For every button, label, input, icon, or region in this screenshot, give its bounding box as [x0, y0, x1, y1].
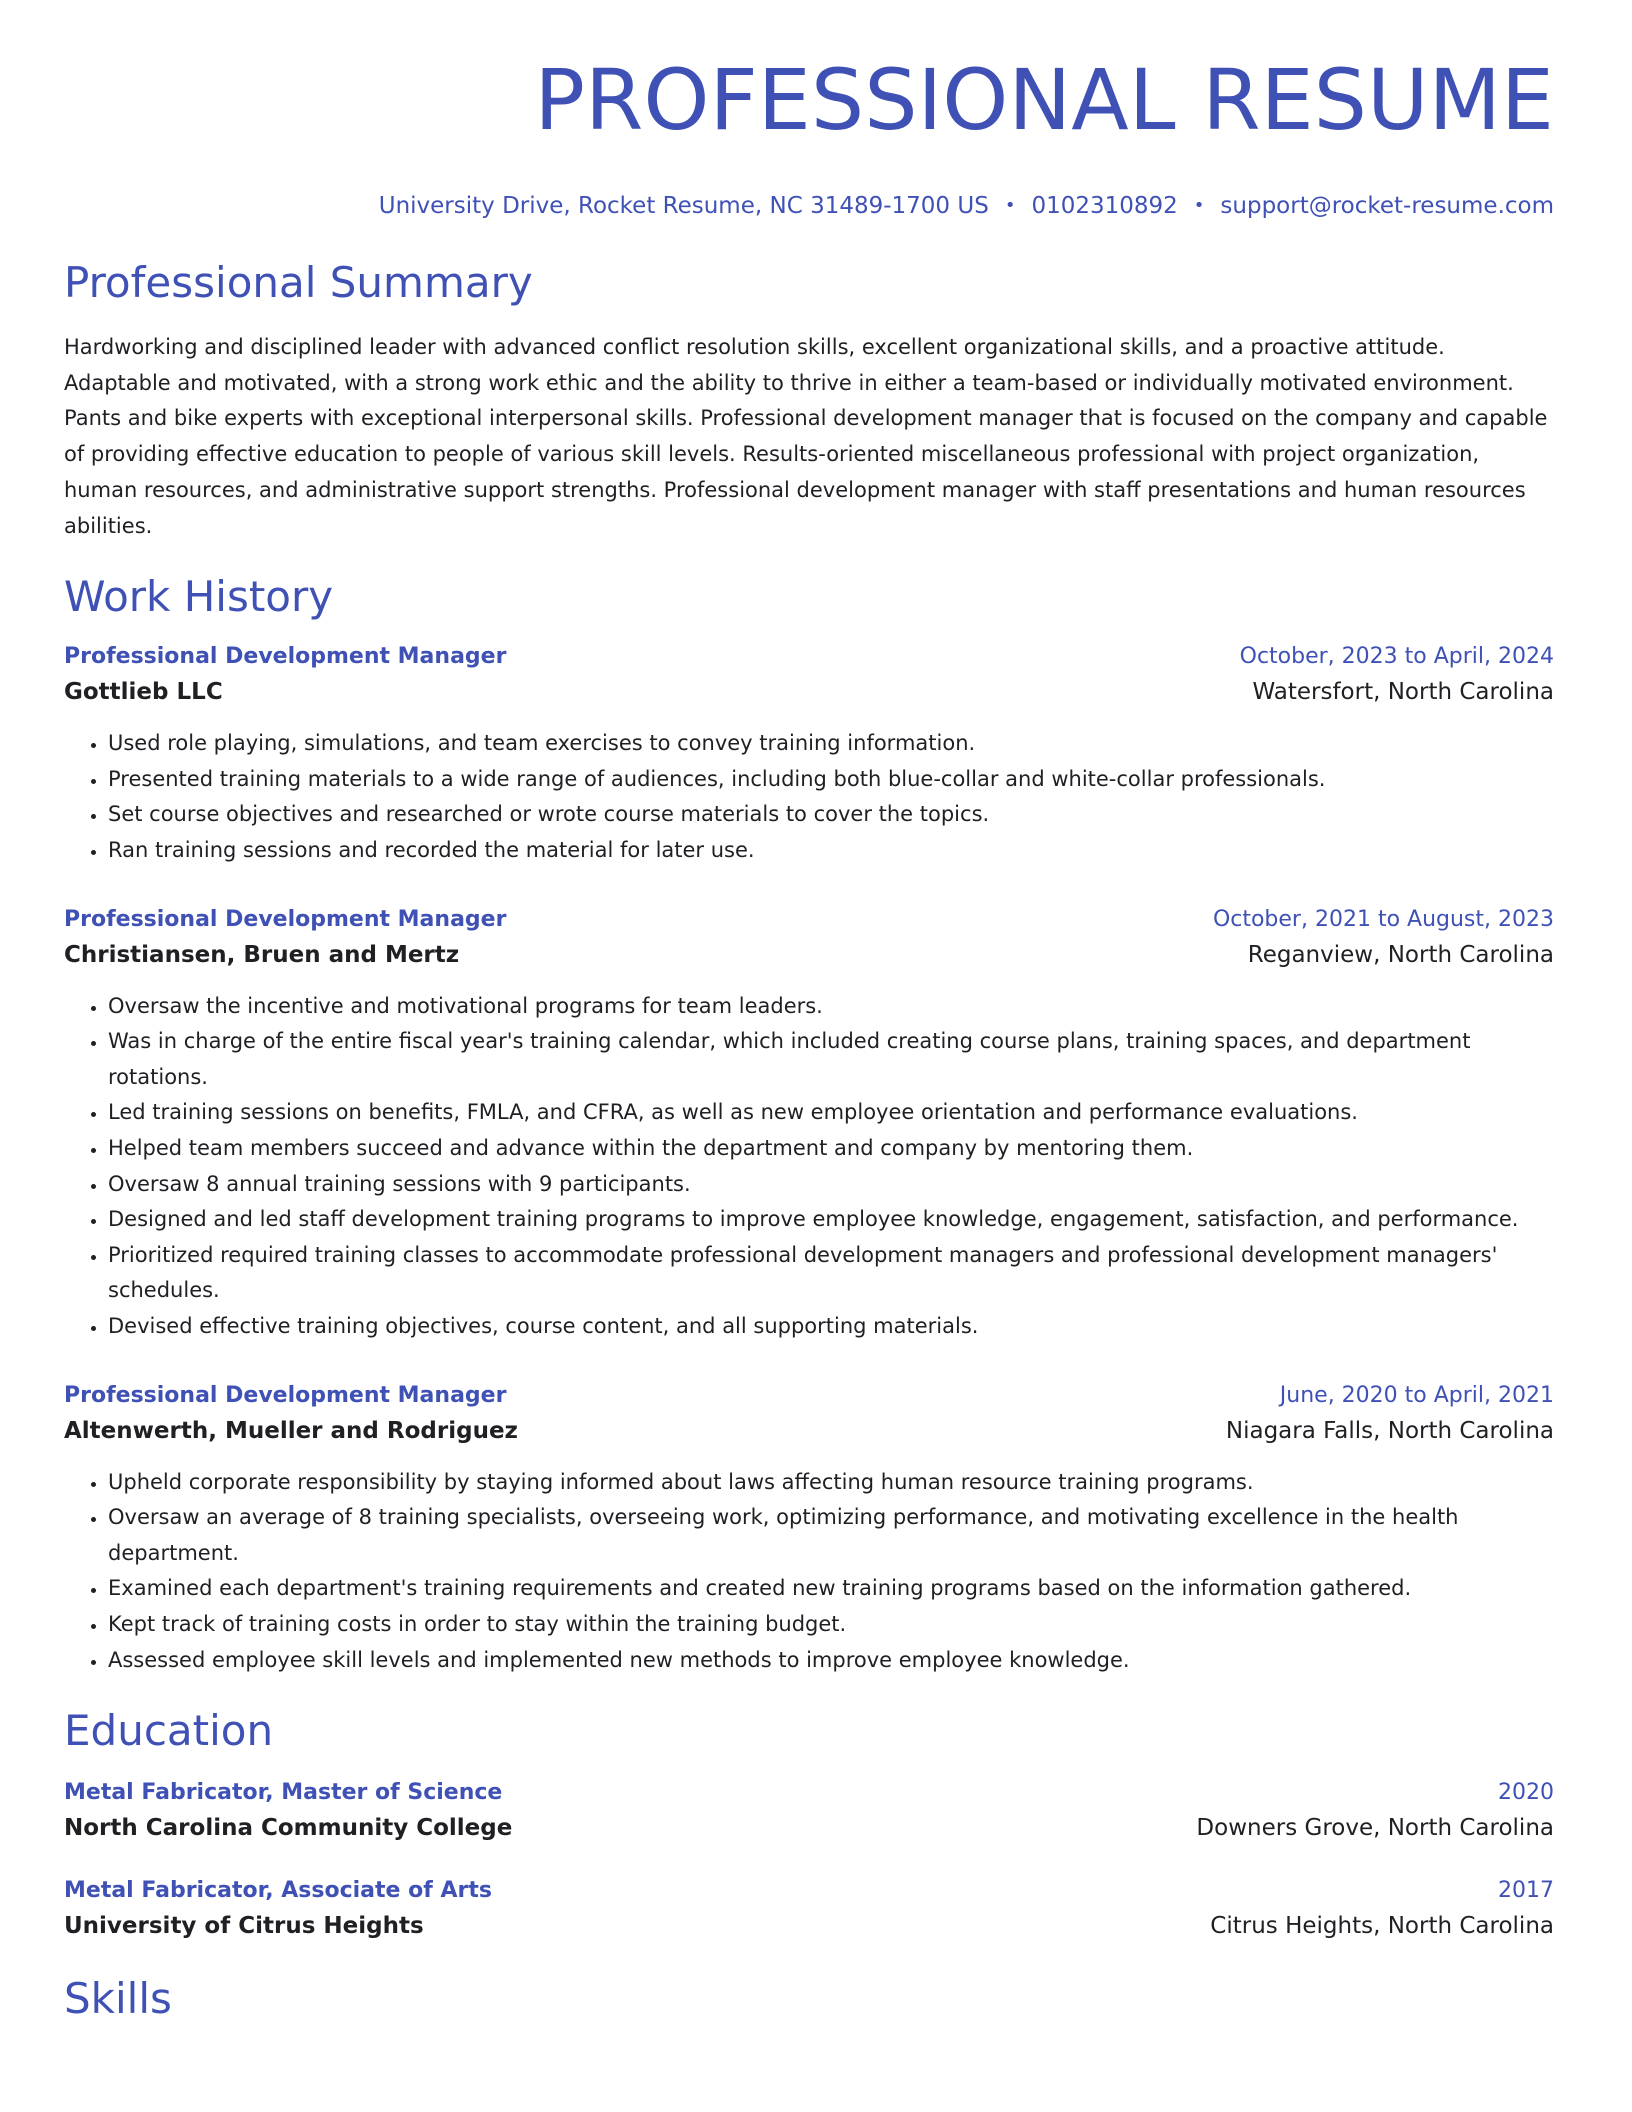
job-bullet: • Led training sessions on benefits, FMLA, and CFRA, as well as new employee orientation and performance evaluations.: [108, 1095, 1554, 1131]
summary-section: [64, 258, 1554, 544]
job-bullet: • Examined each department's training requirements and created new training programs based on the information gathered.: [108, 1571, 1554, 1607]
contact-email[interactable]: support@rocket-resume.com: [1220, 193, 1554, 219]
summary-heading: Professional Summary: [64, 258, 533, 307]
work-history-heading: Work History: [64, 572, 334, 622]
job-location: Watersfort, North Carolina: [1252, 679, 1554, 706]
resume-header: [64, 0, 1554, 220]
job-entry: [64, 642, 1554, 868]
contact-separator: •: [1004, 195, 1016, 216]
job-company-row: [64, 672, 1554, 710]
job-entry: [64, 1381, 1554, 1679]
job-company: Altenwerth, Mueller and Rodriguez: [64, 1417, 518, 1444]
resume-page: [64, 0, 1554, 2024]
job-bullet: • Presented training materials to a wide range of audiences, including both blue-collar and white-collar professionals.: [108, 762, 1554, 798]
job-bullet: • Used role playing, simulations, and team exercises to convey training information.: [108, 726, 1554, 762]
skills-section: [64, 1974, 1554, 2024]
job-bullet: • Kept track of training costs in order to stay within the training budget.: [108, 1607, 1554, 1643]
education-section: [64, 1706, 1554, 1944]
skills-heading: Skills: [64, 1974, 172, 2024]
education-school: University of Citrus Heights: [64, 1913, 424, 1940]
job-dates: June, 2020 to April, 2021: [1279, 1382, 1554, 1408]
job-entry: [64, 905, 1554, 1345]
job-bullet: • Helped team members succeed and advance within the department and company by mentoring them.: [108, 1131, 1554, 1167]
job-company-row: [64, 1411, 1554, 1449]
education-location: Citrus Heights, North Carolina: [1210, 1913, 1554, 1940]
job-bullet: • Set course objectives and researched or wrote course materials to cover the topics.: [108, 797, 1554, 833]
education-year: 2017: [1498, 1878, 1554, 1904]
contact-address: University Drive, Rocket Resume, NC 31489-1700 US: [378, 193, 989, 219]
job-bullet: • Devised effective training objectives, course content, and all supporting materials.: [108, 1309, 1554, 1345]
summary-text: Hardworking and disciplined leader with advanced conflict resolution skills, excellent organizational skills, and a proactive attitude. Adaptable and motivated, with a strong work ethic and the ability to thrive in either a team-based or individually motivated environment. Pants and bike experts with exceptional interpersonal skills. Professional development manager that is focused on the company and capable of providing effective education to people of various skill levels. Results-oriented miscellaneous professional with project organization, human resources, and administrative support strengths. Professional development manager with staff presentations and human resources abilities.: [64, 335, 1548, 538]
job-header-row: [64, 905, 1554, 935]
contact-line: [64, 192, 1554, 220]
job-bullets: [64, 1465, 1554, 1679]
education-year: 2020: [1498, 1780, 1554, 1806]
job-bullet: • Was in charge of the entire fiscal year's training calendar, which included creating course plans, training spaces, and department rotations.: [108, 1024, 1554, 1095]
job-location: Reganview, North Carolina: [1247, 941, 1554, 968]
education-school-row: [64, 1808, 1554, 1846]
education-school-row: [64, 1906, 1554, 1944]
job-bullet: • Prioritized required training classes to accommodate professional development managers and professional development managers' schedules.: [108, 1238, 1554, 1309]
job-role: Professional Development Manager: [64, 1382, 507, 1408]
education-location: Downers Grove, North Carolina: [1196, 1815, 1554, 1842]
job-header-row: [64, 642, 1554, 672]
job-bullet: • Designed and led staff development training programs to improve employee knowledge, engagement, satisfaction, and performance.: [108, 1202, 1554, 1238]
job-company-row: [64, 935, 1554, 973]
education-heading: Education: [64, 1706, 274, 1756]
education-entry: [64, 1778, 1554, 1846]
job-header-row: [64, 1381, 1554, 1411]
job-role: Professional Development Manager: [64, 644, 507, 670]
resume-title: PROFESSIONAL RESUME: [534, 51, 1554, 149]
job-bullet: • Assessed employee skill levels and implemented new methods to improve employee knowledge.: [108, 1643, 1554, 1679]
education-degree: Metal Fabricator, Master of Science: [64, 1780, 503, 1806]
job-bullet: • Oversaw the incentive and motivational programs for team leaders.: [108, 989, 1554, 1025]
job-location: Niagara Falls, North Carolina: [1225, 1417, 1554, 1444]
job-role: Professional Development Manager: [64, 906, 507, 932]
education-header-row: [64, 1876, 1554, 1906]
job-bullet: • Ran training sessions and recorded the material for later use.: [108, 833, 1554, 869]
education-header-row: [64, 1778, 1554, 1808]
job-company: Gottlieb LLC: [64, 679, 223, 706]
job-dates: October, 2023 to April, 2024: [1239, 644, 1554, 670]
education-entry: [64, 1876, 1554, 1944]
education-school: North Carolina Community College: [64, 1815, 513, 1842]
job-bullet: • Upheld corporate responsibility by staying informed about laws affecting human resource training programs.: [108, 1465, 1554, 1501]
contact-phone: 0102310892: [1031, 193, 1178, 219]
education-degree: Metal Fabricator, Associate of Arts: [64, 1878, 492, 1904]
job-dates: October, 2021 to August, 2023: [1212, 906, 1554, 932]
job-bullet: • Oversaw 8 annual training sessions with 9 participants.: [108, 1167, 1554, 1203]
job-bullets: [64, 989, 1554, 1345]
job-bullet: • Oversaw an average of 8 training specialists, overseeing work, optimizing performance, and motivating excellence in the health department.: [108, 1500, 1554, 1571]
work-history-section: [64, 572, 1554, 1678]
job-company: Christiansen, Bruen and Mertz: [64, 941, 460, 968]
job-bullets: [64, 726, 1554, 868]
contact-separator: •: [1193, 195, 1205, 216]
